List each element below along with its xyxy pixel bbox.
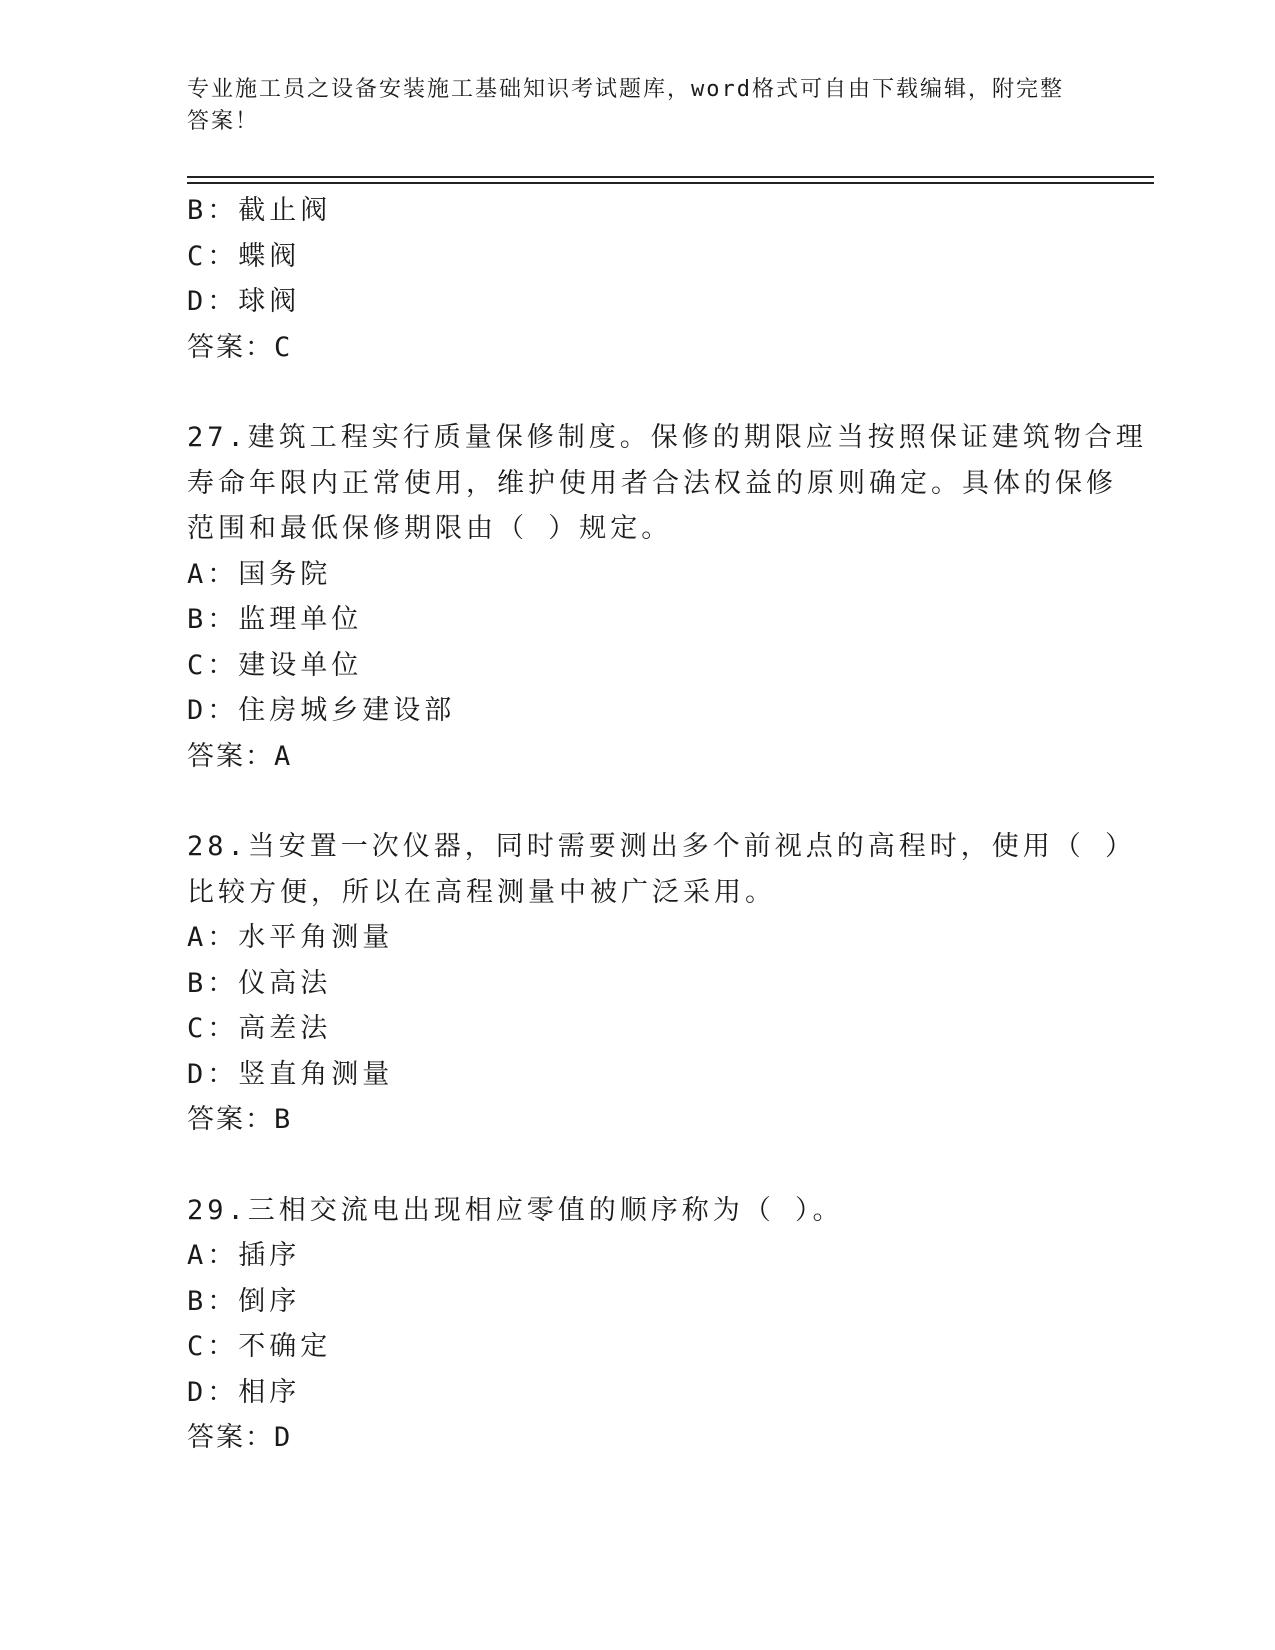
option-d: D：相序 bbox=[187, 1376, 301, 1408]
stem-line: 29.三相交流电出现相应零值的顺序称为（ ）。 bbox=[187, 1194, 844, 1226]
option-d: D：住房城乡建设部 bbox=[187, 695, 456, 726]
question-list bbox=[187, 188, 1147, 1461]
question-stem bbox=[187, 824, 1137, 915]
option-b: B：截止阀 bbox=[187, 195, 332, 226]
option-a: A：水平角测量 bbox=[187, 922, 394, 953]
option-c: C：建设单位 bbox=[187, 649, 363, 681]
document-header: 专业施工员之设备安装施工基础知识考试题库，word格式可自由下载编辑，附完整答案！ bbox=[187, 77, 1064, 134]
answer-line: 答案：D bbox=[187, 1422, 293, 1453]
option-b: B：监理单位 bbox=[187, 604, 363, 635]
answer-line: 答案：A bbox=[187, 740, 293, 772]
stem-line: 寿命年限内正常使用，维护使用者合法权益的原则确定。具体的保修 bbox=[187, 467, 1117, 499]
option-c: C：高差法 bbox=[187, 1013, 332, 1044]
question-28 bbox=[187, 824, 1137, 1143]
option-d: D：球阀 bbox=[187, 286, 301, 317]
option-a: A：国务院 bbox=[187, 558, 332, 590]
header-divider-top bbox=[187, 176, 1154, 178]
stem-line: 范围和最低保修期限由（ ）规定。 bbox=[187, 513, 673, 544]
stem-line: 27.建筑工程实行质量保修制度。保修的期限应当按照保证建筑物合理 bbox=[187, 422, 1147, 453]
stem-line: 28.当安置一次仪器，同时需要测出多个前视点的高程时，使用（ ） bbox=[187, 831, 1137, 862]
option-c: C：蝶阀 bbox=[187, 240, 301, 272]
header-divider-bottom bbox=[187, 182, 1154, 184]
answer-line: 答案：B bbox=[187, 1104, 293, 1135]
question-stem bbox=[187, 415, 1147, 552]
option-c: C：不确定 bbox=[187, 1331, 332, 1362]
answer-line: 答案：C bbox=[187, 331, 293, 363]
option-b: B：倒序 bbox=[187, 1285, 301, 1317]
question-stem bbox=[187, 1188, 1087, 1234]
prev-question-block bbox=[187, 188, 1087, 370]
option-b: B：仪高法 bbox=[187, 967, 332, 999]
stem-line: 比较方便，所以在高程测量中被广泛采用。 bbox=[187, 876, 776, 908]
question-29 bbox=[187, 1188, 1087, 1461]
question-27 bbox=[187, 415, 1147, 779]
option-a: A：插序 bbox=[187, 1240, 301, 1271]
option-d: D：竖直角测量 bbox=[187, 1058, 394, 1090]
